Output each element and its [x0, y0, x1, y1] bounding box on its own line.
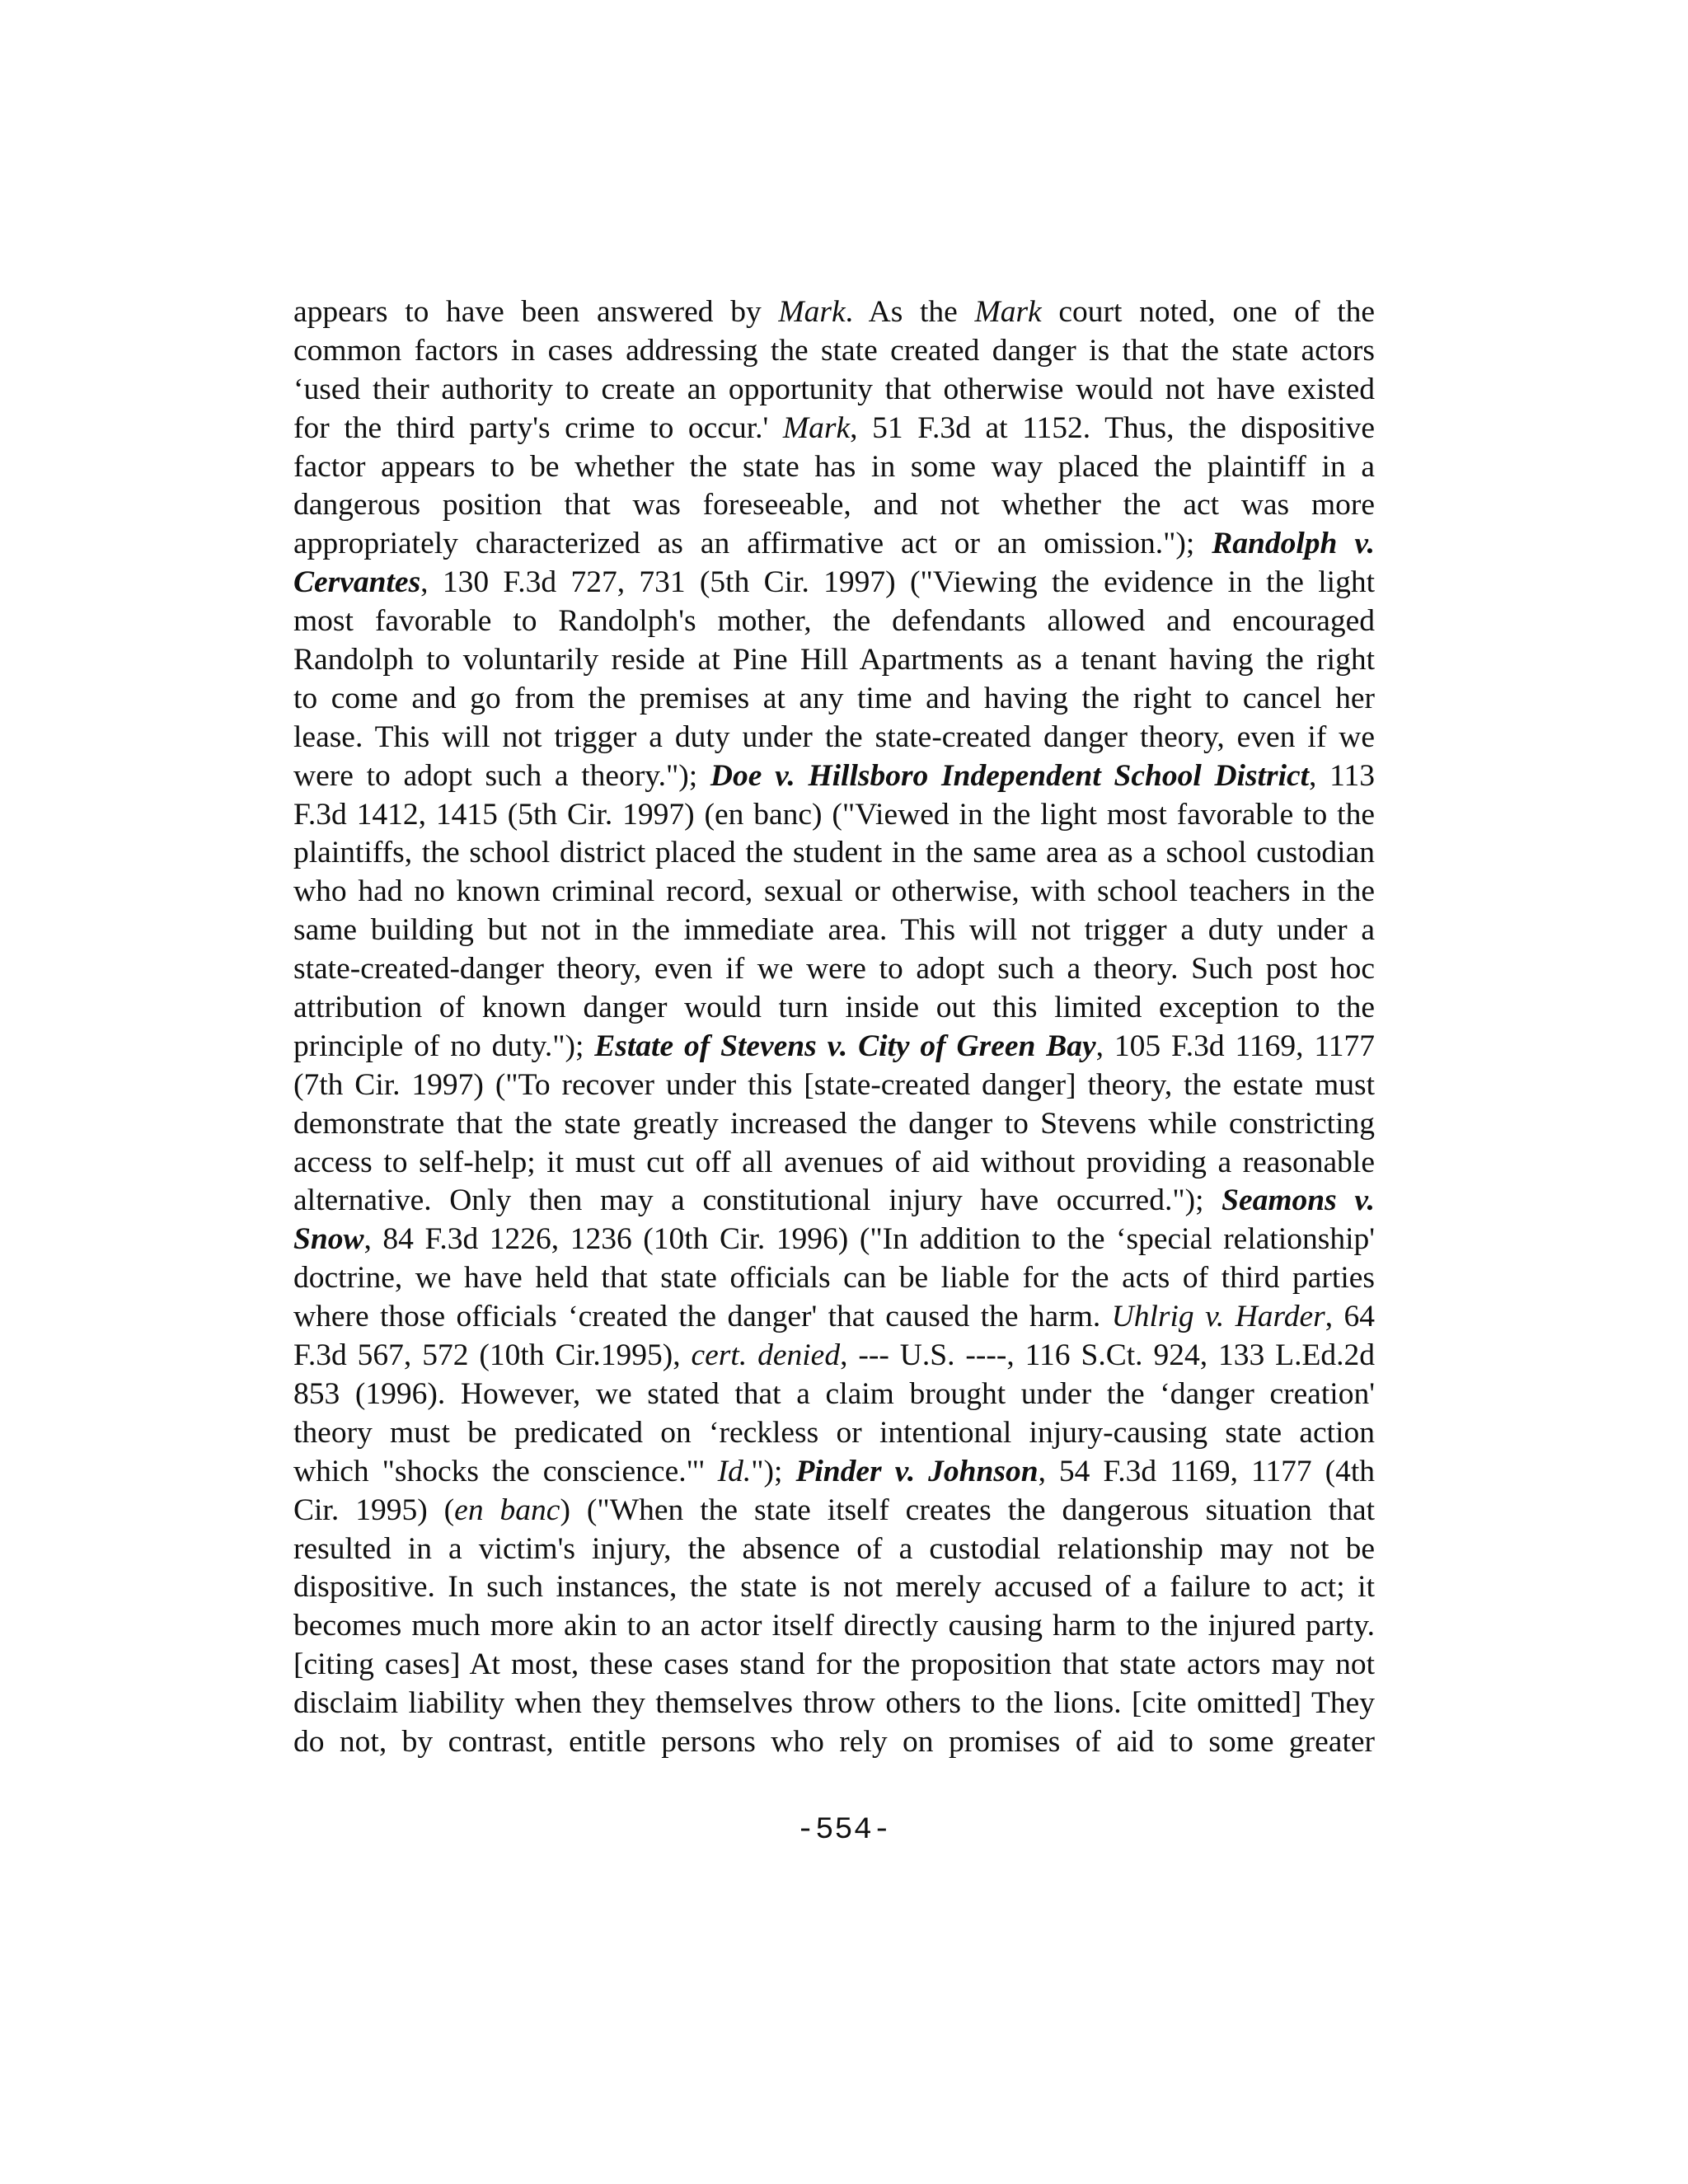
text-run: for the third party's crime to occur.' [293, 410, 783, 445]
italic-text: Uhlrig v. Harder [1111, 1300, 1325, 1334]
text-run: , 84 F.3d 1226, 1236 (10th Cir. 1996) ("In addition to the ‘special relationship' [363, 1222, 1375, 1257]
text-line [293, 757, 1375, 796]
text-line [293, 1685, 1375, 1723]
text-line [293, 834, 1375, 873]
italic-text: en banc [454, 1493, 560, 1527]
text-run: to come and go from the premises at any time and having the right to cancel her [293, 681, 1375, 715]
text-run: Randolph to voluntarily reside at Pine Hill Apartments as a tenant having the right [293, 643, 1375, 677]
text-line [293, 1182, 1375, 1221]
text-line [293, 796, 1375, 835]
text-line [293, 1376, 1375, 1414]
text-line [293, 332, 1375, 371]
italic-text: cert. denied [691, 1338, 841, 1373]
text-run: F.3d 1412, 1415 (5th Cir. 1997) (en banc) ("Viewed in the light most favorable to the [293, 797, 1375, 832]
text-run: where those officials ‘created the danger' that caused the harm. [293, 1300, 1112, 1334]
text-line [293, 602, 1375, 641]
italic-text: Mark [974, 295, 1042, 329]
text-run: appropriately characterized as an affirmative act or an omission."); [293, 527, 1212, 561]
text-line [293, 1144, 1375, 1183]
text-run: plaintiffs, the school district placed the student in the same area as a school custodian [293, 836, 1375, 870]
text-run: , 51 F.3d at 1152. Thus, the dispositive [850, 410, 1376, 445]
text-run: becomes much more akin to an actor itself directly causing harm to the injured party. [293, 1609, 1375, 1643]
text-line [293, 1028, 1375, 1066]
text-line [293, 873, 1375, 912]
text-run: demonstrate that the state greatly increased the danger to Stevens while constricting [293, 1106, 1375, 1141]
text-run: common factors in cases addressing the state created danger is that the state actors [293, 333, 1375, 368]
text-run: attribution of known danger would turn inside out this limited exception to the [293, 991, 1375, 1025]
text-run: , --- U.S. ----, 116 S.Ct. 924, 133 L.Ed.2d [840, 1338, 1375, 1373]
text-run: disclaim liability when they themselves throw others to the lions. [cite omitted] They [293, 1686, 1375, 1721]
italic-text: Mark [778, 295, 846, 329]
text-run: lease. This will not trigger a duty under the state-created danger theory, even if we [293, 719, 1375, 754]
text-line [293, 1066, 1375, 1105]
text-run: doctrine, we have held that state officials can be liable for the acts of third parties [293, 1261, 1375, 1296]
case-name: Randolph v. [1212, 527, 1375, 561]
text-line [293, 1453, 1375, 1492]
text-run: (7th Cir. 1997) ("To recover under this [state-created danger] theory, the estate must [293, 1067, 1375, 1102]
text-line [293, 371, 1375, 410]
text-line [293, 410, 1375, 448]
text-run: resulted in a victim's injury, the absence of a custodial relationship may not be [293, 1531, 1375, 1566]
text-line [293, 641, 1375, 680]
text-line [293, 1414, 1375, 1453]
text-line [293, 1221, 1375, 1259]
text-line [293, 1568, 1375, 1607]
case-name: Doe v. Hillsboro Independent School District [710, 758, 1310, 793]
page-number: -554- [795, 1813, 893, 1848]
text-line [293, 1646, 1375, 1685]
text-run: . As the [845, 295, 975, 329]
text-line [293, 989, 1375, 1028]
case-name: Seamons v. [1221, 1183, 1375, 1218]
text-line [293, 293, 1375, 332]
case-name: Snow [293, 1222, 364, 1257]
text-line [293, 1723, 1375, 1762]
text-run: alternative. Only then may a constitutional injury have occurred."); [293, 1183, 1222, 1218]
text-line [293, 1530, 1375, 1569]
case-name: Estate of Stevens v. City of Green Bay [594, 1029, 1096, 1063]
text-line [293, 448, 1375, 487]
text-line [293, 950, 1375, 989]
text-line [293, 525, 1375, 564]
text-run: dangerous position that was foreseeable, and not whether the act was more [293, 488, 1375, 523]
text-run: , 64 [1325, 1300, 1375, 1334]
case-name: Cervantes [293, 565, 421, 600]
text-run: ‘used their authority to create an opportunity that otherwise would not have existed [293, 372, 1375, 406]
text-run: F.3d 567, 572 (10th Cir.1995), [293, 1338, 692, 1373]
text-run: , 113 [1309, 758, 1375, 793]
text-run: state-created-danger theory, even if we were to adopt such a theory. Such post hoc [293, 952, 1375, 987]
text-run: appears to have been answered by [293, 295, 779, 329]
text-line [293, 680, 1375, 719]
text-run: same building but not in the immediate area. This will not trigger a duty under a [293, 913, 1375, 948]
text-line [293, 1337, 1375, 1376]
text-run: most favorable to Randolph's mother, the defendants allowed and encouraged [293, 604, 1375, 639]
text-line [293, 1298, 1375, 1337]
text-run: , 105 F.3d 1169, 1177 [1095, 1029, 1375, 1063]
text-run: Cir. 1995) ( [293, 1493, 455, 1527]
text-line [293, 719, 1375, 757]
text-run: dispositive. In such instances, the state is not merely accused of a failure to act; it [293, 1570, 1375, 1605]
text-run: theory must be predicated on ‘reckless or intentional injury-causing state action [293, 1415, 1375, 1450]
text-run: ) ("When the state itself creates the dangerous situation that [560, 1493, 1376, 1527]
text-run: who had no known criminal record, sexual or otherwise, with school teachers in the [293, 874, 1375, 909]
italic-text: Id. [717, 1454, 752, 1488]
text-line [293, 1607, 1375, 1646]
italic-text: Mark [782, 410, 851, 445]
text-run: [citing cases] At most, these cases stand for the proposition that state actors may not [293, 1647, 1375, 1682]
body-text [293, 293, 1375, 1762]
text-run: principle of no duty."); [293, 1029, 595, 1063]
text-run: access to self-help; it must cut off all avenues of aid without providing a reasonable [293, 1145, 1375, 1179]
text-run: which "shocks the conscience."' [293, 1454, 718, 1488]
text-line [293, 912, 1375, 950]
text-run: "); [751, 1454, 796, 1488]
case-name: Pinder v. Johnson [795, 1454, 1039, 1488]
text-run: factor appears to be whether the state has in some way placed the plaintiff in a [293, 449, 1375, 484]
text-line [293, 1492, 1375, 1530]
text-line [293, 1259, 1375, 1298]
text-run: do not, by contrast, entitle persons who rely on promises of aid to some greater [293, 1724, 1375, 1759]
text-line [293, 486, 1375, 525]
text-run: court noted, one of the [1041, 295, 1376, 329]
text-run: 853 (1996). However, we stated that a claim brought under the ‘danger creation' [293, 1376, 1375, 1411]
text-run: were to adopt such a theory."); [293, 758, 710, 793]
text-run: , 130 F.3d 727, 731 (5th Cir. 1997) ("Viewing the evidence in the light [420, 565, 1375, 600]
text-run: , 54 F.3d 1169, 1177 (4th [1038, 1454, 1375, 1488]
text-line [293, 1105, 1375, 1144]
text-line [293, 564, 1375, 602]
